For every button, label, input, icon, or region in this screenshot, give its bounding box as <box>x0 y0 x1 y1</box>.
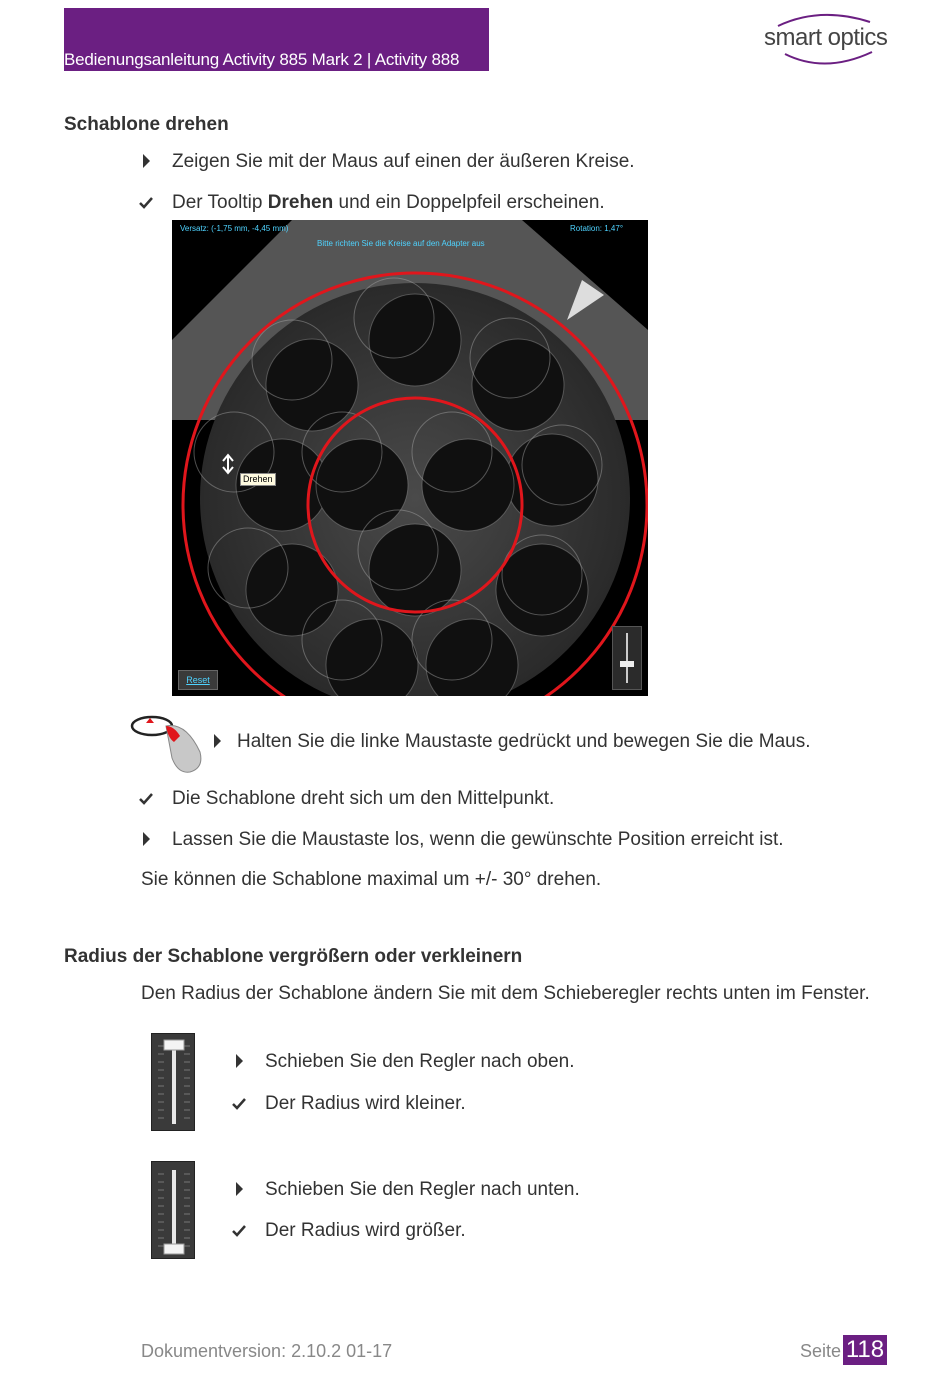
step-arrow-icon <box>236 1054 243 1068</box>
rotation-label: Rotation: 1,47° <box>570 224 624 233</box>
result-text-post: und ein Doppelpfeil erscheinen. <box>333 192 605 213</box>
note-text: Sie können die Schablone maximal um +/- 30° drehen. <box>141 869 602 890</box>
result-check-icon <box>139 793 153 805</box>
logo-text: smart optics <box>764 24 888 51</box>
radius-slider[interactable] <box>612 626 642 690</box>
slider-handle[interactable] <box>620 661 634 667</box>
page-label: Seite <box>800 1341 842 1361</box>
page-number: 118 <box>843 1335 887 1365</box>
section-heading-radius: Radius der Schablone vergrößern oder verkleinern <box>64 946 523 967</box>
result-check-icon <box>139 197 153 209</box>
rotate-tooltip: Drehen <box>240 473 276 486</box>
template-view <box>172 220 648 696</box>
result-check-icon <box>232 1098 246 1110</box>
instruction-label: Bitte richten Sie die Kreise auf den Adapter aus <box>317 239 485 248</box>
result-text: Die Schablone dreht sich um den Mittelpunkt. <box>172 788 555 809</box>
step-arrow-icon <box>214 734 221 748</box>
step-text: Zeigen Sie mit der Maus auf einen der äußeren Kreise. <box>172 151 635 172</box>
step-text: Lassen Sie die Maustaste los, wenn die gewünschte Position erreicht ist. <box>172 829 784 850</box>
result-text <box>172 191 605 215</box>
document-version: Dokumentversion: 2.10.2 01-17 <box>141 1341 393 1361</box>
result-text-pre: Der Tooltip <box>172 192 268 213</box>
slider-down-icon <box>151 1161 195 1259</box>
step-arrow-icon <box>143 832 150 846</box>
result-text: Der Radius wird größer. <box>265 1220 466 1241</box>
smart-optics-logo <box>760 8 890 68</box>
section-heading-rotate: Schablone drehen <box>64 114 229 135</box>
step-text: Halten Sie die linke Maustaste gedrückt und bewegen Sie die Maus. <box>237 731 811 752</box>
intro-text: Den Radius der Schablone ändern Sie mit dem Schieberegler rechts unten im Fenster. <box>141 983 870 1004</box>
result-check-icon <box>232 1225 246 1237</box>
step-arrow-icon <box>143 154 150 168</box>
step-text: Schieben Sie den Regler nach oben. <box>265 1051 575 1072</box>
result-text: Der Radius wird kleiner. <box>265 1093 466 1114</box>
slider-up-icon <box>151 1033 195 1131</box>
reset-button[interactable]: Reset <box>178 670 218 690</box>
step-text: Schieben Sie den Regler nach unten. <box>265 1179 580 1200</box>
offset-label: Versatz: (-1,75 mm, -4,45 mm) <box>180 224 289 233</box>
result-text-bold: Drehen <box>267 192 334 213</box>
slider-track <box>626 633 628 683</box>
template-screenshot <box>172 220 648 696</box>
mouse-left-click-icon <box>130 712 206 774</box>
document-title: Bedienungsanleitung Activity 885 Mark 2 | Activity 888 <box>64 50 460 69</box>
header-bar <box>64 8 489 71</box>
step-arrow-icon <box>236 1182 243 1196</box>
